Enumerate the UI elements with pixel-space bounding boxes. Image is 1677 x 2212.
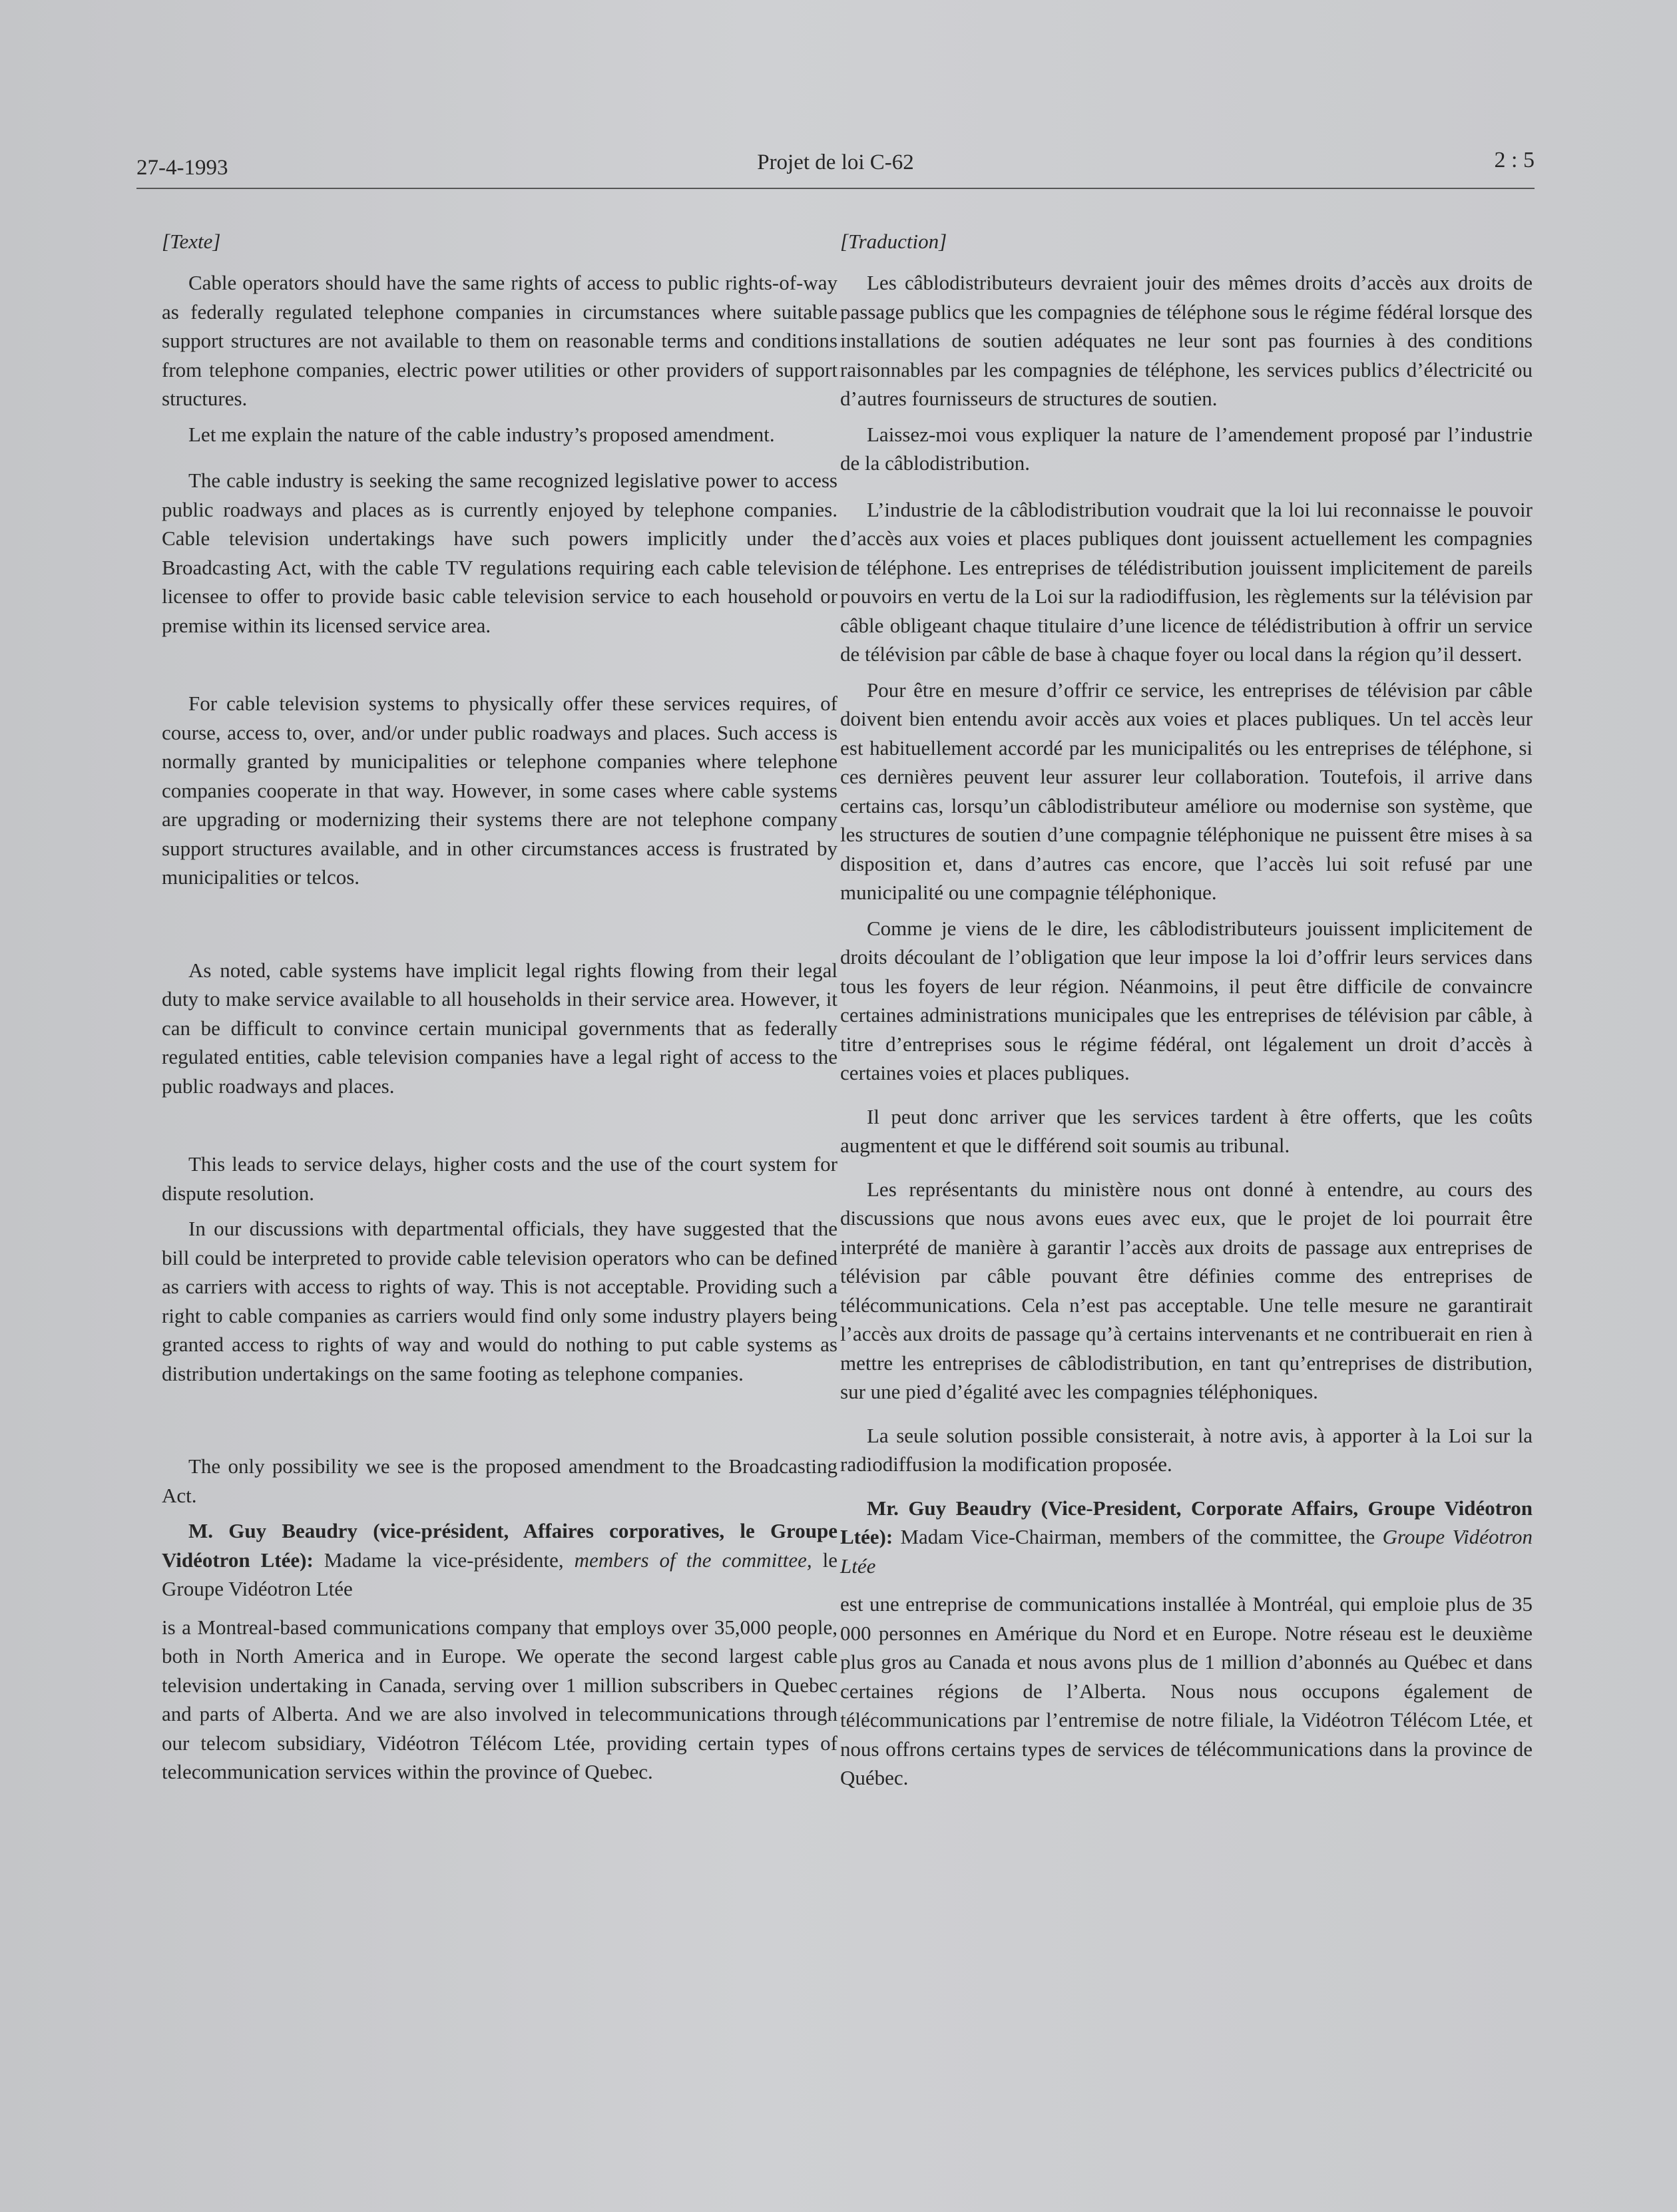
paragraph: In our discussions with departmental officials, they have suggested that the bill could be interpreted to provide cable television operators who can be defined as carriers with access to rights of way. This is not acceptable. Providing such a right to cable companies as carriers would find only some industry players being granted access to rights of way and would do nothing to put cable systems as distribution undertakings on the same footing as telephone companies. <box>162 1217 838 1385</box>
paragraph: Let me explain the nature of the cable industry’s proposed amendment. <box>188 422 775 446</box>
speaker-name: Mr. Guy Beaudry (Vice-President, Corporate Affairs, Groupe Vidéotron Ltée): <box>840 1496 1533 1548</box>
header-page-number: 2 : 5 <box>1494 148 1535 172</box>
header-title: Projet de loi C-62 <box>757 150 914 174</box>
speaker-italic: Groupe Vidéotron Ltée <box>840 1525 1533 1578</box>
paragraph: As noted, cable systems have implicit legal rights flowing from their legal duty to make service available to all households in their service area. However, it can be difficult to convince certain municipal governments that as federally regulated entities, cable television companies have a legal right of access to the public roadways and places. <box>162 958 838 1098</box>
speaker-italic: members of the committee, <box>574 1548 812 1572</box>
speaker-text: Madam Vice-Chairman, members of the committee, the <box>893 1525 1383 1548</box>
paragraph: est une entreprise de communications installée à Montréal, qui emploie plus de 35 000 personnes en Amérique du Nord et en Europe. Notre réseau est le deuxième plus gros au Canada et nous avons plus de 1 million d’abonnés au Québec et dans certaines régions de l’Alberta. Nous nous occupons également de télécommunications par l’entremise de notre filiale, la Vidéotron Télécom Ltée, et nous offrons certains types de services de télécommunications dans la province de Québec. <box>840 1592 1533 1789</box>
paragraph: Il peut donc arriver que les services tardent à être offerts, que les coûts augmentent et que le différend soit soumis au tribunal. <box>840 1104 1533 1157</box>
paragraph: Les câblodistributeurs devraient jouir des mêmes droits d’accès aux droits de passage publics que les compagnies de téléphone sous le régime fédéral lorsque des installations de soutien adéquates ne leur sont pas fournies à des conditions raisonnables par les compagnies de téléphone, les services publics d’électricité ou d’autres fournisseurs de structures de soutien. <box>840 271 1533 410</box>
english-column <box>162 230 838 1791</box>
paragraph: Comme je viens de le dire, les câblodistributeurs jouissent implicitement de droits découlant de l’obligation que leur impose la loi d’offrir leurs services dans tous les foyers de leur région. Néanmoins, il peut être difficile de convaincre certaines administrations municipales que les entreprises de télévision par câble, à titre d’entreprises sous le régime fédéral, ont légalement un droit d’accès à certaines voies et places publiques. <box>840 916 1533 1084</box>
header-date: 27-4-1993 <box>136 156 228 180</box>
paragraph: is a Montreal-based communications company that employs over 35,000 people, both in North America and in Europe. We operate the second largest cable television undertaking in Canada, serving over 1 million subscribers in Quebec and parts of Alberta. And we are also involved in telecommunications through our telecom subsidiary, Vidéotron Télécom Ltée, providing certain types of telecommunication services within the province of Quebec. <box>162 1615 838 1783</box>
column-label-texte: [Texte] <box>162 230 221 253</box>
paragraph: Laissez-moi vous expliquer la nature de l’amendement proposé par l’industrie de la câblodistribution. <box>840 422 1533 475</box>
paragraph: Les représentants du ministère nous ont donné à entendre, au cours des discussions que nous avons eues avec eux, que le projet de loi pourrait être interprété de manière à garantir l’accès aux droits de passage aux entreprises de télévision par câble pouvant être définies comme des entreprises de télécommunications. Cela n’est pas acceptable. Une telle mesure ne garantirait l’accès aux droits de passage qu’à certains intervenants et ne contribuerait en rien à mettre les entreprises de câblodistribution, en tant qu’entreprises de distribution, sur une pied d’égalité avec les compagnies téléphoniques. <box>840 1177 1533 1403</box>
paragraph: This leads to service delays, higher costs and the use of the court system for dispute resolution. <box>162 1152 838 1205</box>
speaker-paragraph <box>840 1494 1533 1581</box>
speaker-name: M. Guy Beaudry (vice-président, Affaires corporatives, le Groupe Vidéotron Ltée): <box>162 1519 838 1572</box>
paragraph: Pour être en mesure d’offrir ce service, les entreprises de télévision par câble doivent bien entendu avoir accès aux voies et places publiques. Un tel accès leur est habituellement accordé par les municipalités ou les entreprises de téléphone, si ces dernières peuvent leur assurer leur collaboration. Toutefois, il arrive dans certains cas, lorsqu’un câblodistributeur améliore ou modernise son système, que les structures de soutien d’une compagnie téléphonique ne puissent être mises à sa disposition et, dans d’autres cas encore, que l’accès lui soit refusé par une municipalité ou une compagnie téléphonique. <box>840 678 1533 904</box>
speaker-text: le Groupe Vidéotron Ltée <box>162 1548 838 1600</box>
column-label-traduction: [Traduction] <box>840 230 947 253</box>
french-column <box>840 230 1533 1797</box>
speaker-text: Madame la vice-présidente, <box>313 1548 575 1572</box>
paragraph: The only possibility we see is the proposed amendment to the Broadcasting Act. <box>162 1454 838 1507</box>
paragraph: For cable television systems to physically offer these services requires, of course, access to, over, and/or under public roadways and places. Such access is normally granted by municipalities or telephone companies where telephone companies cooperate in that way. However, in some cases where cable systems are upgrading or modernizing their systems there are not telephone company support structures available, and in other circumstances access is frustrated by municipalities or telcos. <box>162 692 838 889</box>
paragraph: Cable operators should have the same rights of access to public rights-of-way as federally regulated telephone companies in circumstances where suitable support structures are not available to them on reasonable terms and conditions from telephone companies, electric power utilities or other providers of support structures. <box>162 271 838 410</box>
paragraph: La seule solution possible consisterait, à notre avis, à apporter à la Loi sur la radiodiffusion la modification proposée. <box>840 1423 1533 1476</box>
page-header <box>136 148 1535 189</box>
paragraph: The cable industry is seeking the same recognized legislative power to access public roadways and places as is currently enjoyed by telephone companies. Cable television undertakings have such powers implicitly under the Broadcasting Act, with the cable TV regulations requiring each cable television licensee to offer to provide basic cable television service to each household or premise within its licensed service area. <box>162 469 838 637</box>
speaker-paragraph <box>162 1516 838 1604</box>
paragraph: L’industrie de la câblodistribution voudrait que la loi lui reconnaisse le pouvoir d’accès aux voies et places publiques dont jouissent actuellement les compagnies de téléphone. Les entreprises de télédistribution jouissent implicitement de pareils pouvoirs en vertu de la Loi sur la radiodiffusion, les règlements sur la télévision par câble obligeant chaque titulaire d’une licence de télédistribution à offrir un service de télévision par câble de base à chaque foyer ou local dans la région qu’il dessert. <box>840 497 1533 666</box>
